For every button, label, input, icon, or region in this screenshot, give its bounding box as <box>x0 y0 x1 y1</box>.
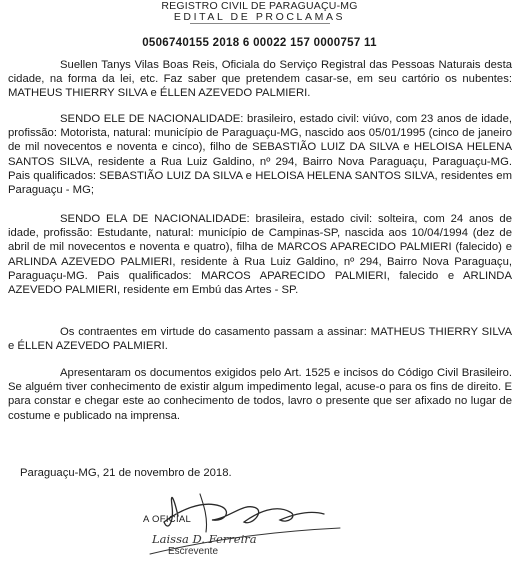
registry-name: REGISTRO CIVIL DE PARAGUAÇU-MG <box>161 0 358 12</box>
signature-label: A OFICIAL <box>143 514 192 525</box>
stamp-title: Escrevente <box>168 546 219 557</box>
closing-paragraph: Apresentaram os documentos exigidos pelo Art. 1525 e incisos do Código Civil Brasileiro. Se alguém tiver conhecimento de existir algum impedimento legal, acuse-o para os fins de direito. E para constar e chegar este ao conhecimento de todos, lavro o presente que ser afixado no lugar de costume e publicado na imprensa. <box>8 367 512 422</box>
document-title: EDITAL DE PROCLAMAS <box>173 11 346 23</box>
stamp-name: Laissa D. Ferreira <box>152 532 257 546</box>
header-divider <box>190 23 330 24</box>
names-after-marriage-paragraph: Os contraentes em virtude do casamento passam a assinar: MATHEUS THIERRY SILVA e ÉLLEN AZEVEDO PALMIERI. <box>8 326 512 353</box>
intro-paragraph: Suellen Tanys Vilas Boas Reis, Oficiala do Serviço Registral das Pessoas Naturais desta cidade, na forma da lei, etc. Faz saber que pretendem casar-se, em seu cartório os nubentes: MATHEUS THIERRY SILVA e ÉLLEN AZEVEDO PALMIERI. <box>8 59 512 100</box>
document-code: 0506740155 2018 6 00022 157 0000757 11 <box>142 37 377 49</box>
bride-paragraph: SENDO ELA DE NACIONALIDADE: brasileira, estado civil: solteira, com 24 anos de idade, profissão: Estudante, natural: município de Campinas-SP, nascida aos 10/04/1994 (dez de abril de mil novecentos e noventa e quatro), filha de MARCOS APARECIDO PALMIERI (falecido) e ARLINDA AZEVEDO PALMIERI, residente à Rua Luiz Galdino, nº 294, Bairro Nova Paraguaçu, Paraguaçu-MG. Pais qualificados: MARCOS APARECIDO PALMIERI, falecido e ARLINDA AZEVEDO PALMIERI, residente em Embú das Artes - SP. <box>8 213 512 297</box>
groom-paragraph: SENDO ELE DE NACIONALIDADE: brasileiro, estado civil: viúvo, com 23 anos de idade, profissão: Motorista, natural: município de Paraguaçu-MG, nascido aos 05/01/1995 (cinco de janeiro de mil novecentos e noventa e cinco), filho de SEBASTIÃO LUIZ DA SILVA e HELOISA HELENA SANTOS SILVA, residente a Rua Luiz Galdino, nº 294, Bairro Nova Paraguaçu, Paraguaçu-MG. Pais qualificados: SEBASTIÃO LUIZ DA SILVA e HELOISA HELENA SANTOS SILVA, residentes em Paraguaçu - MG; <box>8 113 512 197</box>
place-and-date: Paraguaçu-MG, 21 de novembro de 2018. <box>20 467 232 479</box>
